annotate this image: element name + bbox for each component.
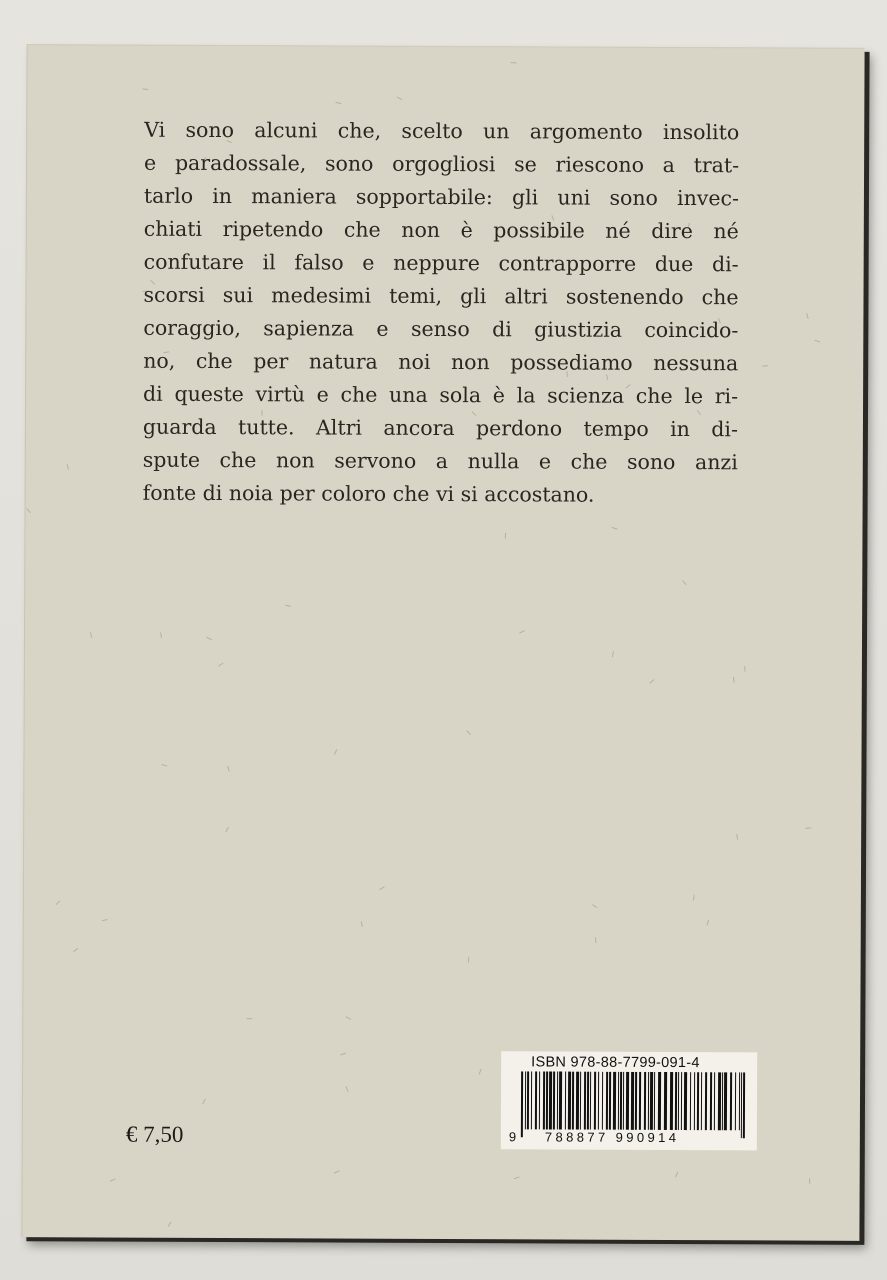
barcode-bar (701, 1072, 702, 1130)
barcode-bar (568, 1072, 571, 1130)
barcode-bar (694, 1072, 695, 1130)
barcode-bar (576, 1072, 579, 1130)
barcode-bar (557, 1072, 558, 1130)
paper-fiber (396, 96, 402, 100)
barcode-bar (590, 1072, 591, 1130)
barcode-bar (743, 1072, 745, 1138)
barcode-bar (741, 1072, 742, 1138)
paper-fiber (110, 1178, 116, 1181)
barcode-bar (648, 1072, 649, 1130)
barcode-bar (609, 1072, 611, 1130)
paper-fiber (479, 1069, 482, 1075)
paper-fiber (340, 1053, 346, 1056)
barcode-bar (618, 1072, 619, 1130)
paper-fiber (809, 1178, 810, 1184)
paper-fiber (218, 662, 223, 666)
barcode-bar (521, 1071, 523, 1137)
barcode-bar (620, 1072, 622, 1130)
blurb-line: scorsi sui medesimi temi, gli altri sostenendo che (143, 282, 739, 310)
paper-fiber (26, 508, 31, 513)
back-cover-blurb (143, 114, 740, 513)
paper-texture (28, 45, 865, 49)
paper-fiber (225, 827, 229, 833)
paper-fiber (706, 920, 709, 926)
blurb-line: confutare il falso e neppure contrapporre due di- (143, 249, 739, 277)
paper-fiber (649, 679, 654, 684)
barcode-bar (681, 1072, 682, 1130)
paper-fiber (744, 666, 745, 672)
blurb-line: guarda tutte. Altri ancora perdono tempo in di- (142, 414, 738, 442)
barcode-bar (705, 1072, 707, 1130)
paper-fiber (466, 730, 471, 735)
barcode-bar (602, 1072, 603, 1130)
barcode-bar (714, 1072, 715, 1130)
paper-fiber (345, 1016, 351, 1020)
paper-fiber (285, 605, 291, 607)
paper-fiber (142, 88, 148, 90)
barcode-bars (507, 1071, 751, 1138)
paper-fiber (612, 651, 614, 657)
paper-fiber (805, 827, 811, 829)
blurb-line: chiati ripetendo che non è possibile né dire né (143, 216, 739, 244)
paper-fiber (519, 630, 525, 633)
blurb-line: e paradossale, sono orgogliosi se riescono a trat- (144, 150, 740, 178)
paper-fiber (675, 1172, 679, 1178)
barcode-bar (635, 1072, 637, 1130)
paper-fiber (102, 919, 108, 921)
paper-fiber (246, 1018, 252, 1019)
barcode-bar (613, 1072, 616, 1130)
barcode-bar (549, 1071, 552, 1129)
barcode-bar (553, 1071, 555, 1129)
paper-fiber (202, 1099, 206, 1105)
barcode-bar (559, 1072, 562, 1130)
blurb-line: no, che per natura noi non possediamo nessuna (143, 348, 739, 376)
price-label: € 7,50 (125, 1121, 184, 1147)
barcode-bar (543, 1071, 545, 1129)
barcode-digits (507, 1129, 751, 1146)
blurb-line: Vi sono alcuni che, scelto un argomento insolito (144, 117, 740, 145)
barcode-bar (623, 1072, 624, 1130)
paper-fiber (682, 580, 687, 585)
barcode-bar (527, 1071, 529, 1129)
paper-fiber (227, 766, 230, 772)
paper-fiber (693, 895, 695, 901)
barcode-bar (722, 1072, 723, 1130)
barcode-bar (598, 1072, 599, 1130)
isbn-barcode-label (501, 1051, 757, 1150)
paper-fiber (814, 340, 820, 343)
barcode-bar (525, 1071, 526, 1129)
barcode-bar (594, 1072, 596, 1130)
barcode-bar (639, 1072, 641, 1130)
blurb-line: spute che non servono a nulla e che sono anzi (142, 447, 738, 475)
barcode (507, 1071, 751, 1146)
paper-fiber (511, 62, 517, 63)
paper-fiber (206, 637, 212, 641)
barcode-bar (730, 1072, 732, 1130)
paper-fiber (67, 464, 69, 470)
barcode-bar (650, 1072, 653, 1130)
barcode-bar (658, 1072, 661, 1130)
barcode-bar (606, 1072, 608, 1130)
barcode-bar (644, 1072, 646, 1130)
paper-fiber (73, 948, 78, 952)
barcode-bar (626, 1072, 629, 1130)
barcode-bar (724, 1072, 727, 1130)
barcode-bar (546, 1071, 548, 1129)
paper-fiber (762, 365, 768, 366)
barcode-bar (580, 1072, 581, 1130)
paper-fiber (514, 1176, 520, 1179)
paper-fiber (736, 834, 738, 840)
barcode-bar (670, 1072, 673, 1130)
barcode-bar (584, 1072, 586, 1130)
barcode-bar (531, 1071, 532, 1129)
barcode-bar (678, 1072, 679, 1130)
paper-fiber (733, 677, 735, 683)
barcode-digits-rest: 788877 990914 (544, 1129, 680, 1146)
paper-fiber (55, 900, 60, 905)
paper-fiber (505, 533, 506, 539)
barcode-bar (684, 1072, 687, 1130)
barcode-bar (565, 1072, 566, 1130)
paper-fiber (379, 886, 385, 890)
barcode-bar (710, 1072, 712, 1130)
barcode-bar (739, 1072, 740, 1130)
barcode-bar (664, 1072, 667, 1130)
barcode-bar (697, 1072, 699, 1130)
barcode-bar (535, 1071, 537, 1129)
paper-fiber (592, 904, 598, 908)
paper-fiber (160, 632, 162, 638)
blurb-line: tarlo in maniera sopportabile: gli uni sono invec- (143, 183, 739, 211)
paper-fiber (168, 1221, 172, 1227)
barcode-bar (690, 1072, 691, 1130)
barcode-bar (718, 1072, 721, 1130)
paper-fiber (161, 764, 167, 767)
isbn-number: ISBN 978-88-7799-091-4 (531, 1054, 700, 1072)
paper-fiber (806, 313, 808, 319)
paper-fiber (361, 921, 363, 927)
barcode-bar (675, 1072, 677, 1130)
barcode-bar (735, 1072, 736, 1130)
book-back-cover (21, 44, 864, 1241)
barcode-bar (631, 1072, 634, 1138)
paper-fiber (334, 1170, 340, 1173)
blurb-line: coraggio, sapienza e senso di giustizia coincido- (143, 315, 739, 343)
barcode-bar (587, 1072, 589, 1130)
paper-fiber (611, 527, 617, 530)
barcode-bar (654, 1072, 655, 1130)
barcode-bar (539, 1071, 540, 1129)
paper-fiber (334, 749, 338, 755)
paper-fiber (345, 1086, 348, 1092)
barcode-bar (572, 1072, 574, 1130)
paper-fiber (468, 957, 470, 963)
blurb-line: di queste virtù e che una sola è la scienza che le ri- (143, 381, 739, 409)
barcode-digit-first: 9 (508, 1129, 517, 1145)
paper-fiber (335, 102, 341, 104)
paper-fiber (90, 632, 92, 638)
blurb-line: fonte di noia per coloro che vi si accostano. (142, 480, 595, 507)
paper-fiber (595, 937, 597, 943)
